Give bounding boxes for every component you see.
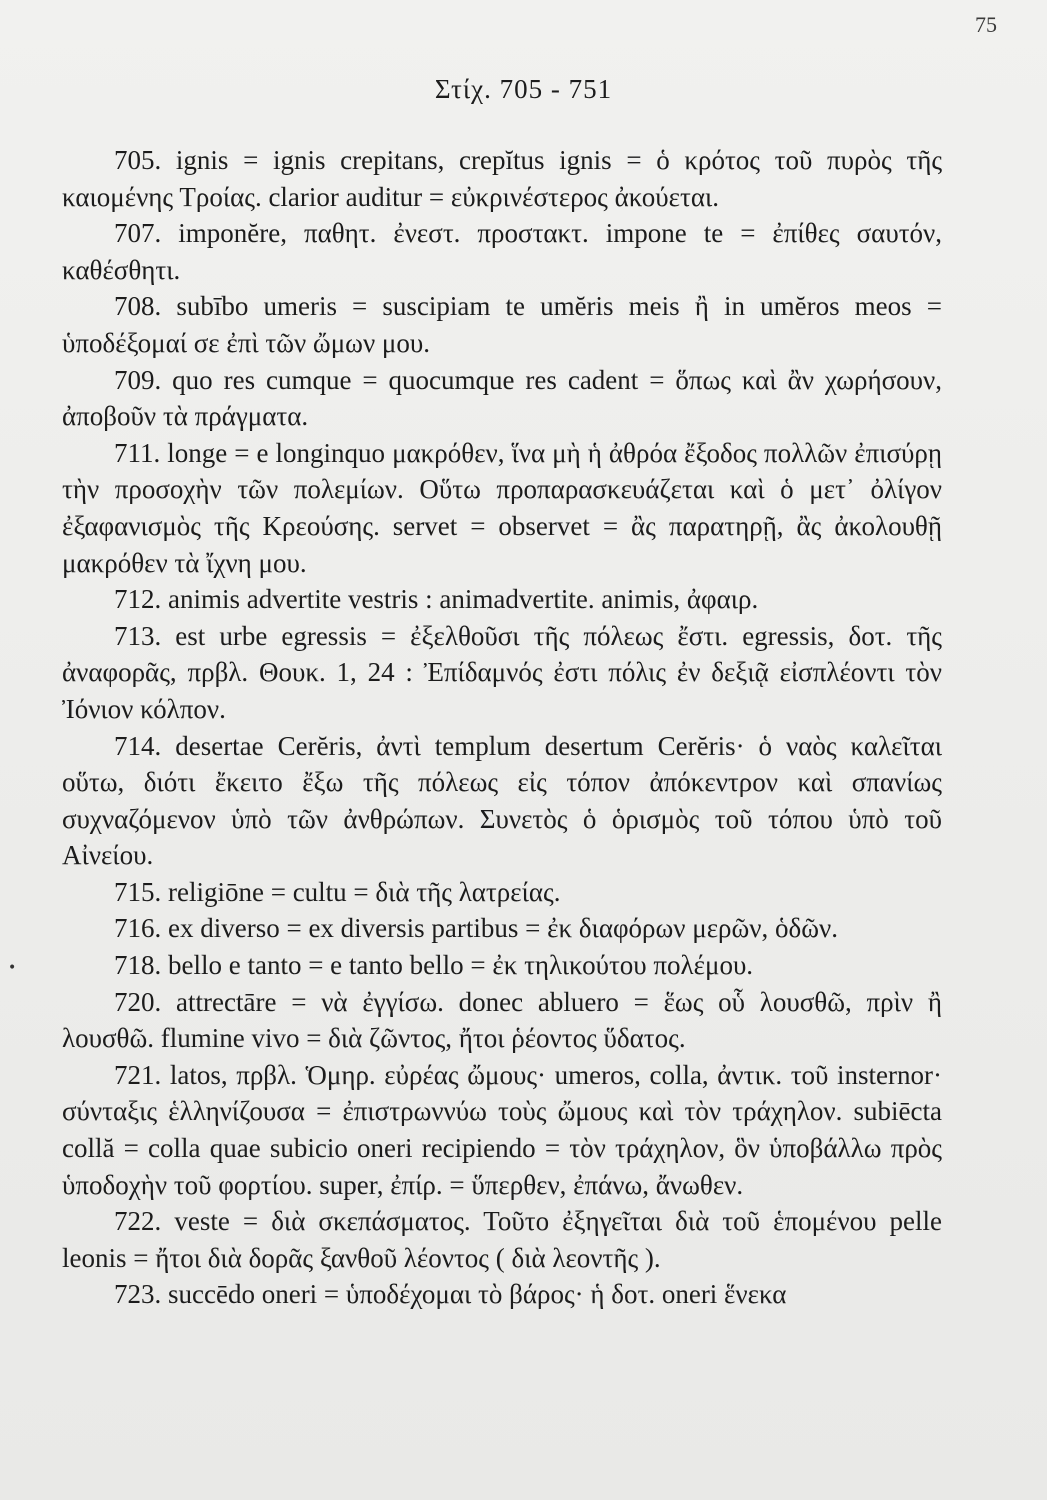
line-number: 714. [114,730,162,761]
commentary-entry [62,435,942,581]
entry-text: veste = διὰ σκεπάσματος. Τοῦτο ἐξηγεῖται διὰ τοῦ ἑπομένου pelle leonis = ἤτοι διὰ δορᾶς ξανθοῦ λέοντος ( διὰ λεοντῆς ). [62,1206,943,1273]
commentary-entry [62,984,942,1057]
entry-text: succēdo oneri = ὑποδέχομαι τὸ βάρος· ἡ δοτ. oneri ἕνεκα [168,1279,787,1310]
commentary-entry [62,947,942,984]
entry-text: religiōne = cultu = διὰ τῆς λατρείας. [168,876,561,907]
line-number: 721. [114,1059,162,1090]
commentary-entry [62,142,942,215]
entry-text: quo res cumque = quocumque res cadent = ὅπως καὶ ἂν χωρήσουν, ἀποβοῦν τὰ πράγματα. [62,364,942,432]
line-number: 720. [114,986,162,1017]
line-number: 716. [114,913,162,944]
margin-dot: • [8,960,17,976]
commentary-entry [62,288,942,361]
line-number: 718. [114,950,162,981]
commentary-entry [62,215,942,288]
commentary-entry [62,1276,942,1313]
commentary-entry [62,728,942,874]
entry-text: desertae Cerĕris, ἀντὶ templum desertum Cerĕris· ὁ ναὸς καλεῖται οὕτω, διότι ἔκειτο ἔξω τῆς πόλεως εἰς τόπον ἀπόκεντρον καὶ σπανίως συχναζόμενον ὑπὸ τῶν ἀνθρώπων. Συνετὸς ὁ ὁρισμὸς τοῦ τόπου ὑπὸ τοῦ Αἰνείου. [62,730,942,871]
page-heading: Στίχ. 705 - 751 [434,74,613,104]
entry-text: ignis = ignis crepitans, crepĭtus ignis = ὁ κρότος τοῦ πυρὸς τῆς καιομένης Τροίας. clarior auditur = εὐκρινέστερος ἀκούεται. [62,145,943,212]
line-number: 705. [114,145,162,175]
entry-text: attrectāre = νὰ ἐγγίσω. donec abluero = ἕως οὗ λουσθῶ, πρὶν ἢ λουσθῶ. flumine vivo = διὰ ζῶντος, ἤτοι ῥέοντος ὕδατος. [62,986,943,1054]
entry-text: est urbe egressis = ἐξελθοῦσι τῆς πόλεως ἔστι. egressis, δοτ. τῆς ἀναφορᾶς, πρβλ. Θουκ. 1, 24 : Ἐπίδαμνός ἐστι πόλις ἐν δεξιᾷ εἰσπλέοντι τὸν Ἰόνιον κόλπον. [62,620,942,724]
line-number: 711. [114,437,161,468]
line-number: 715. [114,876,162,907]
line-number: 723. [114,1279,162,1310]
entry-text: bello e tanto = e tanto bello = ἐκ τηλικούτου πολέμου. [168,950,754,981]
line-number: 722. [114,1206,162,1237]
page-number: 75 [975,12,997,37]
entry-text: animis advertite vestris : animadvertite. animis, ἀφαιρ. [168,584,759,615]
entry-text: imponĕre, παθητ. ἐνεστ. προστακτ. impone te = ἐπίθες σαυτόν, καθέσθητι. [62,218,942,285]
commentary-entry [62,910,942,947]
commentary-entry [62,362,942,435]
commentary-entry [62,618,942,728]
commentary-entry [62,874,942,911]
line-number: 712. [114,584,162,615]
entry-text: longe = e longinquo μακρόθεν, ἵνα μὴ ἡ ἀθρόα ἔξοδος πολλῶν ἐπισύρῃ τὴν προσοχὴν τῶν πολεμίων. Οὕτω προπαρασκευάζεται καὶ ὁ μετ᾽ ὀλίγον ἐξαφανισμὸς τῆς Κρεούσης. servet = observet = ἂς παρατηρῇ, ἂς ἀκολουθῇ μακρόθεν τὰ ἴχνη μου. [62,437,943,578]
line-number: 708. [114,291,162,322]
line-number: 709. [114,364,162,395]
entry-text: ex diverso = ex diversis partibus = ἐκ διαφόρων μερῶν, ὁδῶν. [168,913,838,944]
commentary-entry [62,581,942,618]
commentary-text [62,142,942,1313]
line-number: 713. [114,620,162,651]
commentary-entry [62,1203,942,1276]
line-number: 707. [114,218,162,249]
entry-text: latos, πρβλ. Ὁμηρ. εὐρέας ὤμους· umeros, colla, ἀντικ. τοῦ insternor· σύνταξις ἑλληνίζουσα = ἐπιστρωννύω τοὺς ὤμους καὶ τὸν τράχηλον. subiēcta collă = colla quae subicio oneri recipiendo = τὸν τράχηλον, ὃν ὑποβάλλω πρὸς ὑποδοχὴν τοῦ φορτίου. super, ἐπίρ. = ὕπερθεν, ἐπάνω, ἄνωθεν. [62,1059,942,1200]
commentary-entry [62,1057,942,1203]
entry-text: subībo umeris = suscipiam te umĕris meis ἢ in umĕros meos = ὑποδέξομαί σε ἐπὶ τῶν ὤμων μου. [62,291,943,358]
